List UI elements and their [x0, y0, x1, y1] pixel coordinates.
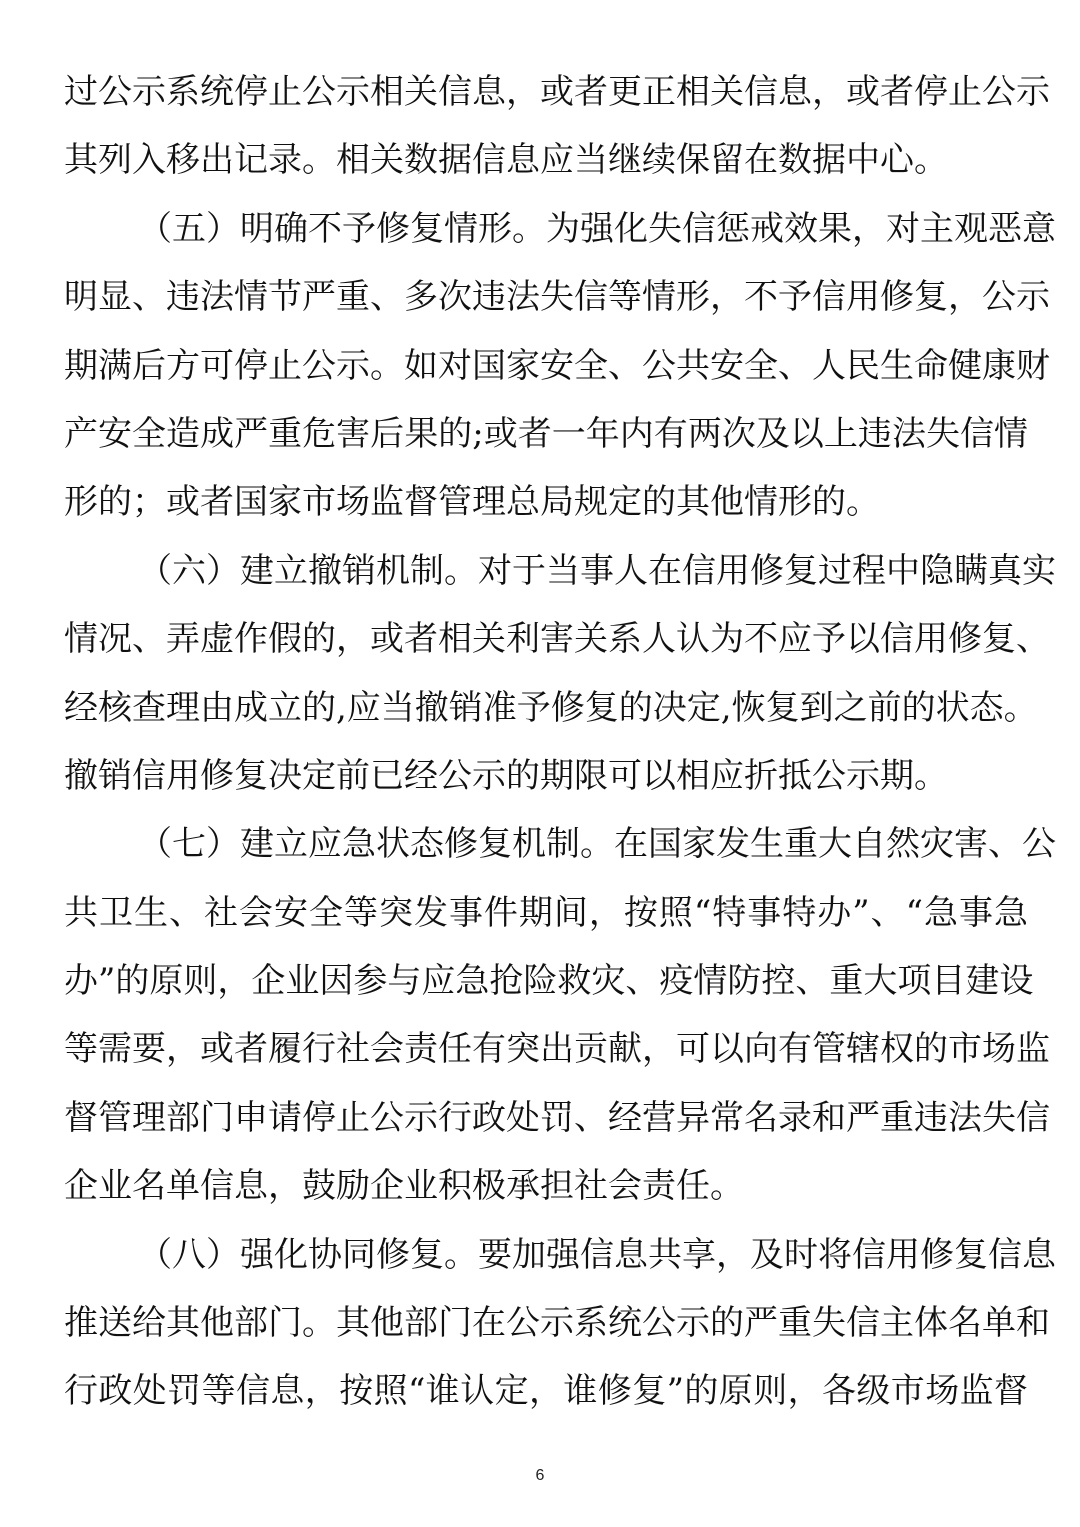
text-line: 撤销信用修复决定前已经公示的期限可以相应折抵公示期。	[64, 755, 948, 796]
section-heading-line: （八）强化协同修复。要加强信息共享，及时将信用修复信息	[138, 1234, 1056, 1275]
text-line: 期满后方可停止公示。如对国家安全、公共安全、人民生命健康财	[64, 345, 1050, 386]
text-line: 督管理部门申请停止公示行政处罚、经营异常名录和严重违法失信	[64, 1097, 1050, 1138]
text-line: 产安全造成严重危害后果的;或者一年内有两次及以上违法失信情	[64, 413, 1028, 454]
text-line: 等需要，或者履行社会责任有突出贡献，可以向有管辖权的市场监	[64, 1029, 1050, 1070]
page-number: 6	[535, 1467, 545, 1484]
text-line: 经核查理由成立的,应当撤销准予修复的决定,恢复到之前的状态。	[64, 687, 1038, 728]
text-line: 企业名单信息，鼓励企业积极承担社会责任。	[64, 1166, 744, 1207]
text-line: 共卫生、社会安全等突发事件期间，按照“特事特办”、“急事急	[64, 892, 1028, 933]
text-line: 其列入移出记录。相关数据信息应当继续保留在数据中心。	[64, 140, 948, 181]
section-heading-line: （六）建立撤销机制。对于当事人在信用修复过程中隐瞒真实	[138, 550, 1056, 591]
text-line: 过公示系统停止公示相关信息，或者更正相关信息，或者停止公示	[64, 72, 1050, 112]
document-body	[64, 58, 1056, 1426]
text-line: 情况、弄虚作假的，或者相关利害关系人认为不应予以信用修复、	[64, 619, 1050, 660]
section-heading-line: （七）建立应急状态修复机制。在国家发生重大自然灾害、公	[138, 824, 1056, 865]
text-line: 行政处罚等信息，按照“谁认定，谁修复”的原则，各级市场监督	[64, 1371, 1028, 1412]
text-line: 办”的原则，企业因参与应急抢险救灾、疫情防控、重大项目建设	[64, 961, 1034, 1002]
text-line: 形的；或者国家市场监督管理总局规定的其他情形的。	[64, 482, 880, 523]
text-line: 明显、违法情节严重、多次违法失信等情形，不予信用修复，公示	[64, 277, 1050, 318]
section-heading-line: （五）明确不予修复情形。为强化失信惩戒效果，对主观恶意	[138, 208, 1056, 249]
text-line: 推送给其他部门。其他部门在公示系统公示的严重失信主体名单和	[64, 1303, 1050, 1344]
